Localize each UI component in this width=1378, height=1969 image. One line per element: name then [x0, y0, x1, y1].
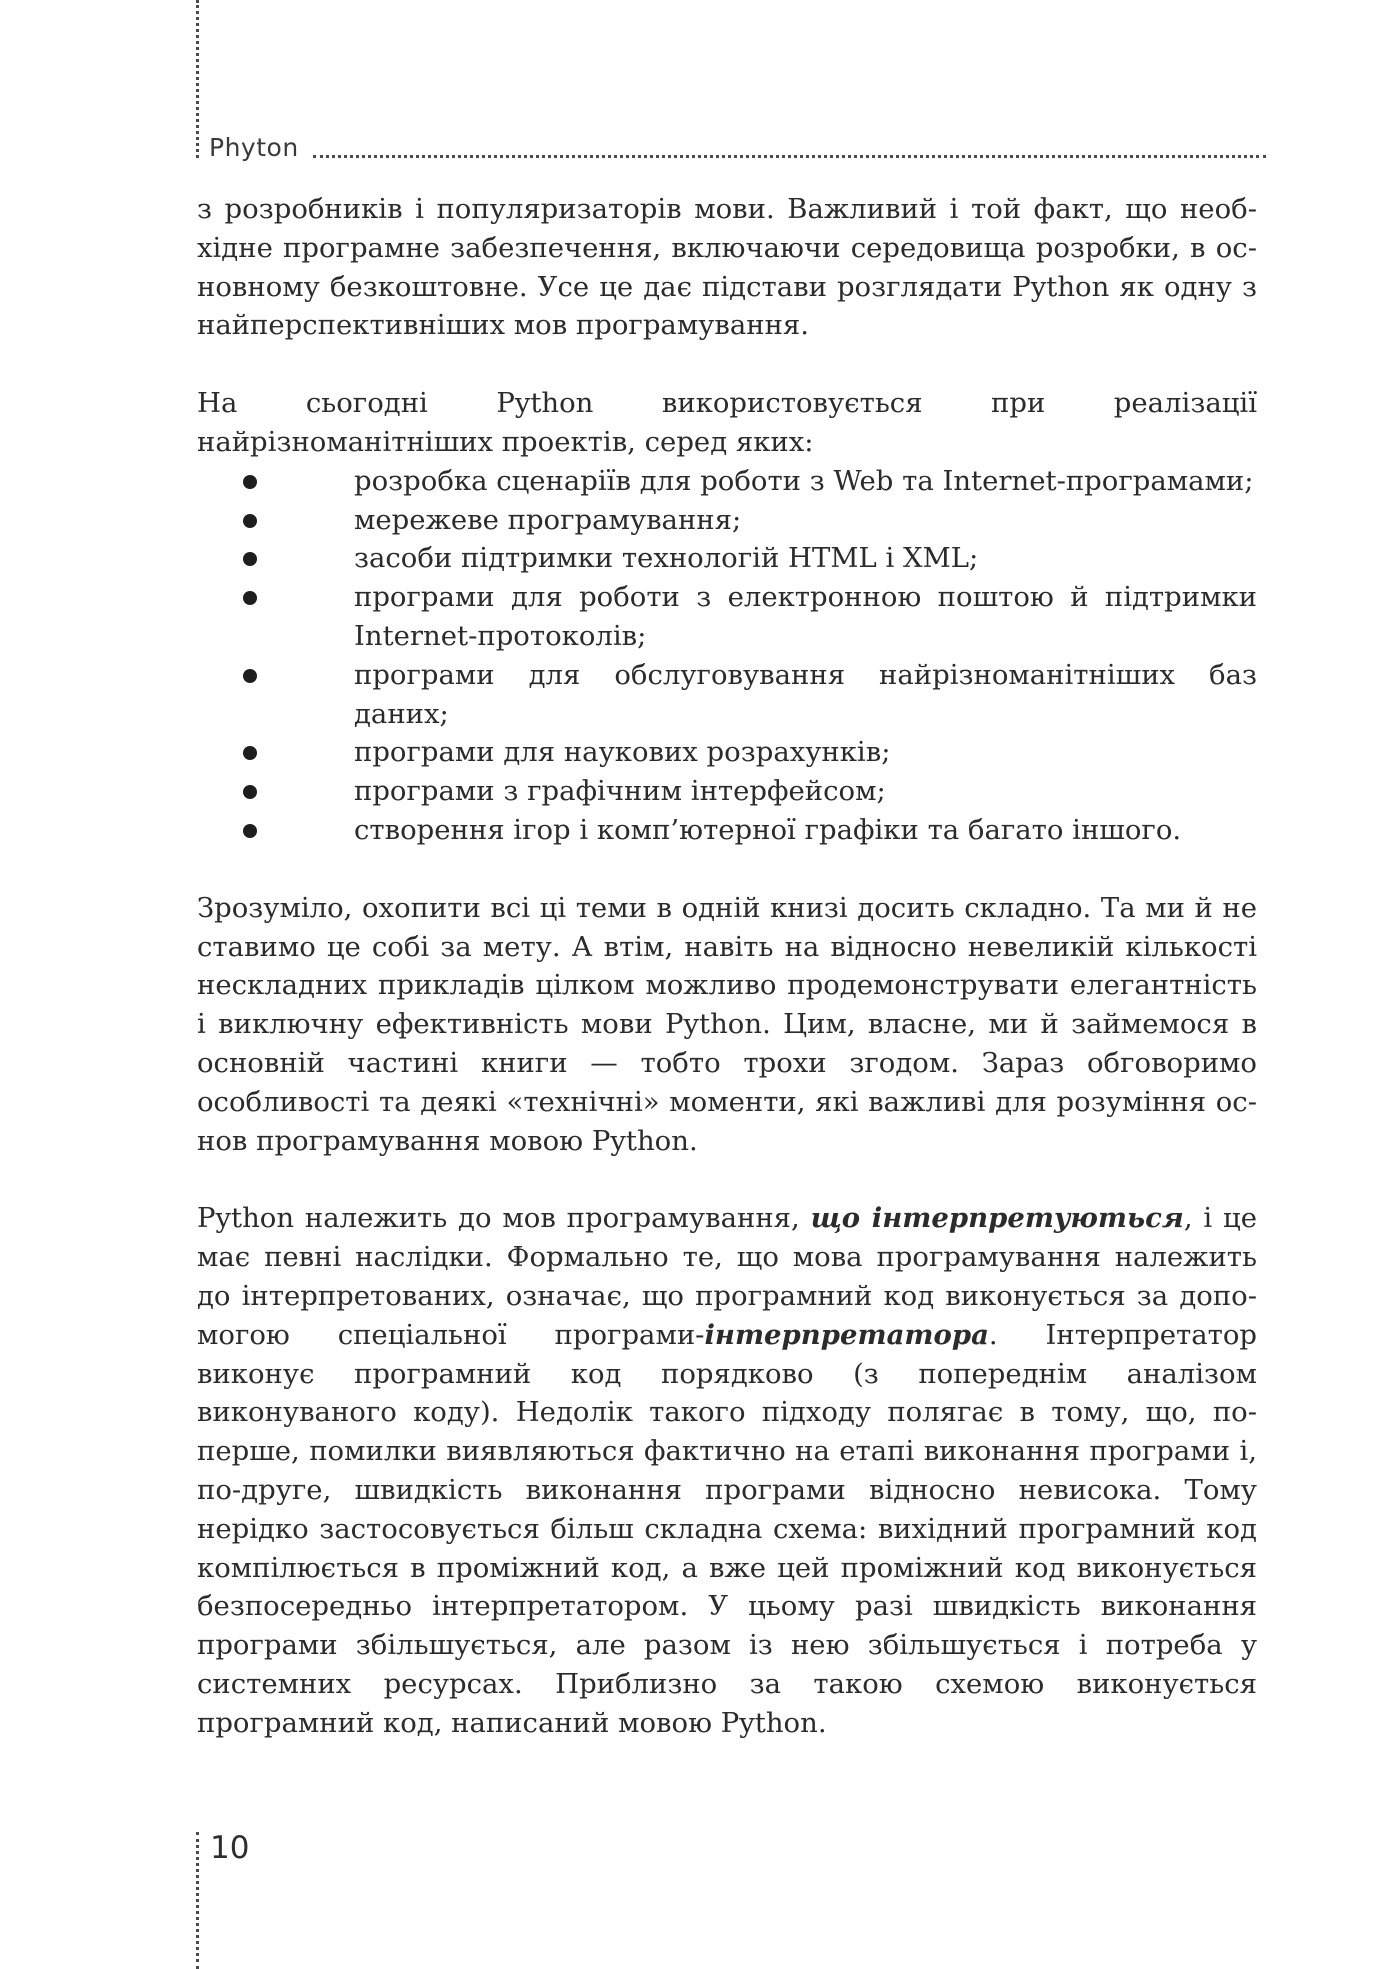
bullet-icon [243, 824, 257, 838]
list-item [197, 772, 1257, 811]
list-item-text: розробка сценаріїв для роботи з Web та Internet-програмами; [354, 464, 1254, 497]
running-head-dotted-leader [313, 155, 1266, 158]
paragraph-intro-continuation: з розробників і популяризаторів мови. Важливий і той факт, що необхідне програмне забезпечення, включаючи середовища розробки, в основному безкоштовне. Усе це дає підстави розглядати Python як одну з найперспективніших мов програмування. [197, 193, 1257, 342]
list-item [197, 462, 1257, 501]
margin-dotted-rule-top [196, 0, 199, 158]
bullet-icon [243, 514, 257, 528]
bullet-icon [243, 475, 257, 489]
running-head [209, 128, 1266, 162]
list-item-text: засоби підтримки технологій HTML і XML; [354, 542, 979, 575]
list-item-text: програми для обслуговування найрізноманітніших баз даних; [354, 658, 1257, 730]
list-item [197, 656, 1257, 734]
paragraph-interpretation [197, 1199, 1257, 1742]
list-item [197, 501, 1257, 540]
page-body [197, 190, 1257, 1742]
paragraph-text: , і це має певні наслідки. Формально те, що мова програмування належить до інтерпретованих, означає, що програмний код виконується за допомогою спеціальної програми- [197, 1202, 1257, 1351]
bullet-icon [243, 591, 257, 605]
paragraph-gap [197, 850, 1257, 889]
bullet-icon [243, 669, 257, 683]
paragraph-gap [197, 1160, 1257, 1199]
list-item [197, 539, 1257, 578]
term-interpreted: що інтерпретуються [810, 1202, 1184, 1235]
bullet-icon [243, 746, 257, 760]
bullet-icon [243, 785, 257, 799]
paragraph-usage-intro: На сьогодні Python використовується при реалізації найрізноманітніших проектів, серед яких: [197, 387, 1257, 458]
usage-bullet-list [197, 462, 1257, 850]
paragraph-book-scope: Зрозуміло, охопити всі ці теми в одній книзі досить складно. Та ми й не ставимо це собі за мету. А втім, навіть на відносно невеликій кількості нескладних прикладів цілком можливо продемонструвати елегантність і виключну ефективність мови Python. Цим, власне, ми й займемося в основній частині книги — тобто трохи згодом. Зараз обговоримо особливості та деякі «технічні» моменти, які важливі для розуміння основ програмування мовою Python. [197, 891, 1257, 1157]
list-item-text: створення ігор і комп’ютерної графіки та багато іншого. [354, 813, 1182, 846]
list-item-text: програми з графічним інтерфейсом; [354, 775, 886, 808]
list-item [197, 733, 1257, 772]
list-item [197, 578, 1257, 656]
list-item-text: програми для наукових розрахунків; [354, 736, 891, 769]
bullet-icon [243, 552, 257, 566]
page-number: 10 [210, 1830, 250, 1866]
paragraph-text: Python належить до мов програмування, [197, 1202, 811, 1235]
list-item [197, 811, 1257, 850]
running-head-title: Phyton [209, 133, 299, 162]
paragraph-text: . Інтерпретатор виконує програмний код порядково (з попереднім аналізом виконуваного коду). Недолік такого підходу полягає в тому, що, по-перше, помилки виявляються фактично на етапі виконання програми і, по-друге, швидкість виконання програми відносно невисока. Тому нерідко застосовується більш складна схема: вихідний програмний код компілюється в проміжний код, а вже цей проміжний код виконується безпосередньо інтерпретатором. У цьому разі швидкість виконання програми збільшується, але разом із нею збільшується і потреба у системних ресурсах. Приблизно за такою схемою виконується програмний код, написаний мовою Python. [197, 1318, 1257, 1739]
list-item-text: програми для роботи з електронною поштою й підтримки Internet-протоколів; [354, 581, 1257, 652]
paragraph-gap [197, 345, 1257, 384]
list-item-text: мережеве програмування; [354, 503, 742, 536]
term-interpreter: інтерпретатора [704, 1318, 989, 1351]
margin-dotted-rule-bottom [196, 1832, 199, 1969]
